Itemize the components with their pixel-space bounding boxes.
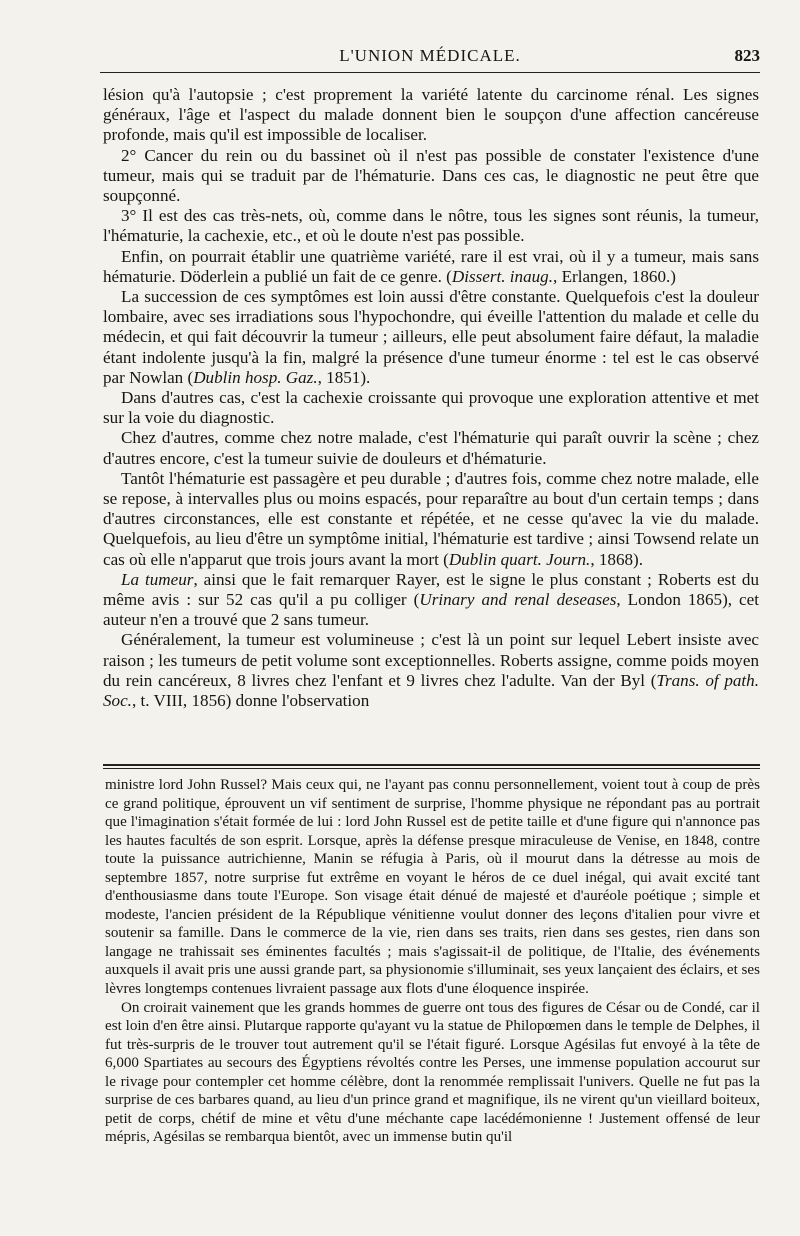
text-run: Tantôt l'hématurie est passagère et peu durable ; d'autres fois, comme chez notre malade, elle se repose, à intervalles plus ou moins espacés, pour reparaître au bout d'un certain temps ; dans d'autres circonstances, elle est constante et répétée, et ne cesse qu'avec la vie du malade. Quelquefois, au lieu d'être un symptôme initial, l'hématurie est tardive ; ainsi Towsend relate un cas où elle n'apparut que trois jours avant la mort ( bbox=[103, 468, 759, 569]
header-rule bbox=[100, 72, 760, 73]
text-run: , ainsi que le fait remarquer Rayer, est le signe le plus constant ; Roberts est du même avis : sur 52 cas qu'il a pu colliger ( bbox=[103, 569, 759, 610]
page-header bbox=[100, 40, 760, 70]
paragraph bbox=[103, 570, 759, 631]
text-run: La succession de ces symptômes est loin aussi d'être constante. Quelquefois c'est la douleur lombaire, avec ses irradiations sous l'hypochondre, qui éveille l'attention du malade et celle du médecin, et qui fait découvrir la tumeur ; ailleurs, elle peut absolument faire défaut, la maladie étant indolente jusqu'à la fin, malgré la présence d'une tumeur énorme : tel est le cas observé par Nowlan ( bbox=[103, 287, 759, 387]
footnote-separator bbox=[103, 764, 760, 769]
running-title: L'UNION MÉDICALE. bbox=[339, 46, 521, 65]
paragraph: Dans d'autres cas, c'est la cachexie croissante qui provoque une exploration attentive et met sur la voie du diagnostic. bbox=[103, 388, 759, 428]
paragraph: 2° Cancer du rein ou du bassinet où il n'est pas possible de constater l'existence d'une tumeur, mais qui se traduit par de l'hématurie. Dans ces cas, le diagnostic ne peut être que soupçonné. bbox=[103, 145, 759, 206]
paragraph: lésion qu'à l'autopsie ; c'est proprement la variété latente du carcinome rénal. Les signes généraux, l'âge et l'aspect du malade donnent bien le soupçon d'une affection cancéreuse profonde, mais qu'il est impossible de localiser. bbox=[103, 85, 759, 145]
footnote-paragraph: On croirait vainement que les grands hommes de guerre ont tous des figures de César ou de Condé, car il est loin d'en être ainsi. Plutarque rapporte qu'ayant vu la statue de Philopœmen dans le temple de Delphes, il fut très-surpris de le trouver tout autrement qu'il se l'était figuré. Lorsque Agésilas fut envoyé à la tête de 6,000 Spartiates au secours des Égyptiens révoltés contre les Perses, une immense population accourut sur le rivage pour contempler cet homme célèbre, dont la renommée remplissait l'univers. Quelle ne fut pas la surprise de ces barbares quand, au lieu d'un prince grand et magnifique, ils ne virent qu'un vieillard boiteux, petit de corps, chétif de mine et vêtu d'une méchante cape lacédémonienne ! Justement offensé de leur mépris, Agésilas se rembarqua bientôt, avec un immense butin qu'il bbox=[105, 999, 760, 1146]
text-run: , London 1865), cet auteur n'en a trouvé que 2 sans tumeur. bbox=[103, 590, 759, 630]
text-run: , 1851). bbox=[317, 367, 371, 387]
citation: Dublin hosp. Gaz. bbox=[193, 367, 318, 387]
section-term: La tumeur bbox=[121, 569, 194, 589]
main-text bbox=[103, 85, 759, 711]
citation: Urinary and renal deseases bbox=[419, 590, 617, 610]
citation: Trans. of path. Soc. bbox=[103, 670, 759, 711]
paragraph bbox=[103, 630, 759, 711]
paragraph bbox=[103, 469, 759, 570]
text-run: Généralement, la tumeur est volumineuse ; c'est là un point sur lequel Lebert insiste avec raison ; les tumeurs de petit volume sont exceptionnelles. Roberts assigne, comme poids moyen du rein cancéreux, 8 livres chez l'enfant et 9 livres chez l'adulte. Van der Byl ( bbox=[103, 630, 759, 690]
text-run: Enfin, on pourrait établir une quatrième variété, rare il est vrai, où il y a tumeur, mais sans hématurie. Döderlein a publié un fait de ce genre. ( bbox=[103, 246, 759, 286]
footnote-text bbox=[105, 776, 760, 1147]
footnote-paragraph: ministre lord John Russel? Mais ceux qui, ne l'ayant pas connu personnellement, voient tout à coup de près ce grand politique, éprouvent un vif sentiment de surprise, l'homme physique ne répondant pas au portrait que l'imagination s'était formée de lui : lord John Russel est de petite taille et d'une figure qui n'annonce pas les hautes facultés de son esprit. Lorsque, après la défense presque miraculeuse de Venise, en 1848, contre toute la puissance autrichienne, Manin se réfugia à Paris, où il mourut dans la détresse au mois de septembre 1857, notre surprise fut extrême en voyant le héros de ce duel inégal, qui avait excité tant d'enthousiasme dans toute l'Europe. Son visage était dénué de majesté et d'auréole poétique ; simple et modeste, l'ancien président de la République vénitienne voulut donner des leçons d'italien pour vivre et soutenir sa famille. Dans le commerce de la vie, rien dans ses traits, rien dans ses gestes, rien dans son langage ne trahissait ses éminentes facultés ; mais s'agissait-il de politique, de l'Italie, des événements auxquels il avait pris une aussi grande part, sa physionomie s'illuminait, ses yeux lançaient des éclairs, et ses lèvres longtemps contenues livraient passage aux flots d'une éloquence inspirée. bbox=[105, 777, 760, 998]
paragraph: Chez d'autres, comme chez notre malade, c'est l'hématurie qui paraît ouvrir la scène ; chez d'autres encore, c'est la tumeur suivie de douleurs et d'hématurie. bbox=[103, 428, 759, 468]
paragraph: 3° Il est des cas très-nets, où, comme dans le nôtre, tous les signes sont réunis, la tumeur, l'hématurie, la cachexie, etc., et où le doute n'est pas possible. bbox=[103, 206, 759, 246]
paragraph bbox=[103, 247, 759, 287]
text-run: , 1868). bbox=[590, 549, 644, 569]
page-number: 823 bbox=[734, 46, 760, 65]
citation: Dublin quart. Journ. bbox=[448, 549, 591, 569]
paragraph bbox=[103, 287, 759, 388]
text-run: , t. VIII, 1856) donne l'observation bbox=[131, 691, 370, 711]
citation: Dissert. inaug. bbox=[451, 266, 554, 286]
text-run: , Erlangen, 1860.) bbox=[553, 266, 676, 286]
